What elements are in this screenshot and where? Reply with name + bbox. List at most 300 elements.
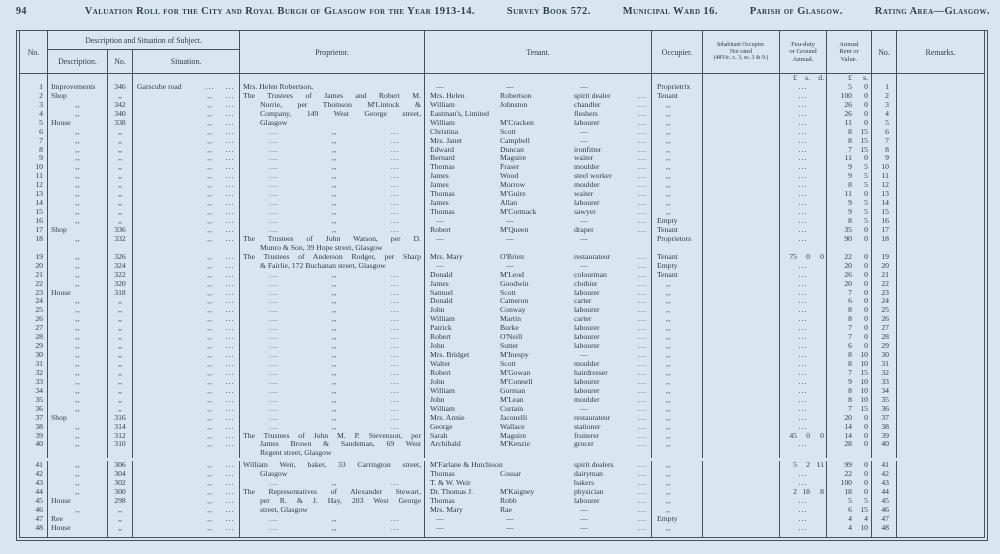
tenant-forename: Bernard [430, 154, 455, 163]
cell-tenant [424, 217, 651, 226]
cell-tenant [424, 515, 651, 524]
cell-remarks [896, 226, 984, 235]
tenant-occupation: labourer [574, 118, 600, 127]
rent-pounds: 22 [844, 470, 852, 479]
cell-inhabitant-occupier [702, 423, 779, 432]
cell-remarks [896, 387, 984, 396]
tenant-surname: — [506, 234, 514, 243]
tenant-forename [425, 533, 500, 537]
feu-pence: 11 [816, 461, 824, 470]
feu-dots: ... [798, 270, 808, 279]
cell-feu-duty [779, 396, 826, 405]
cell-description: ,, [47, 137, 107, 146]
situation-text [133, 280, 199, 289]
cell-proprietor [239, 432, 424, 441]
cell-inhabitant-occupier [702, 137, 779, 146]
tenant-surname: — [506, 261, 514, 270]
cell-no: 34 [35, 386, 43, 395]
situation-dots: ... [225, 506, 235, 514]
rent-shillings: 0 [864, 470, 868, 479]
cell-no: 8 [39, 145, 43, 154]
cell-house-no: 304 [107, 470, 132, 479]
cell-proprietor [239, 83, 424, 92]
cell-inhabitant-occupier [702, 432, 779, 441]
cell-tenant [424, 461, 651, 470]
cell-description [47, 74, 107, 83]
cell-feu-duty [779, 190, 826, 199]
tenant-dots: ... [638, 413, 647, 422]
tenant-dots: ... [638, 377, 647, 386]
proprietor-dots: ... [390, 217, 400, 225]
cell-tenant [424, 146, 651, 155]
cell-occupier [651, 533, 702, 537]
rent-pounds: 8 [848, 306, 852, 315]
cell-remarks [896, 533, 984, 537]
cell-no: 19 [35, 252, 43, 261]
rent-shillings: 10 [860, 386, 868, 395]
cell-tenant [424, 262, 651, 271]
cell-remarks [896, 244, 984, 253]
proprietor-dots: ... [390, 270, 400, 279]
cell-feu-duty [779, 128, 826, 137]
cell-feu-duty [779, 515, 826, 524]
tenant-surname: M'Guire [500, 190, 526, 199]
table-row [20, 92, 984, 101]
cell-description: ,, [47, 253, 107, 262]
cell-inhabitant-occupier [702, 506, 779, 515]
proprietor-dots: ... [390, 514, 400, 523]
cell-description: ,, [47, 181, 107, 190]
tenant-surname: M'Connell [500, 377, 533, 386]
cell-feu-duty [779, 253, 826, 262]
tenant-occupation [574, 244, 638, 253]
situation-text [133, 297, 199, 306]
cell-feu-duty [779, 387, 826, 396]
cell-occupier [651, 449, 702, 458]
cell-tenant [424, 315, 651, 324]
situation-dots: ... [225, 324, 235, 333]
cell-description: ,, [47, 306, 107, 315]
cell-house-no: 298 [107, 497, 132, 506]
cell-house-no: ,, [107, 387, 132, 396]
proprietor-dots: ... [269, 324, 279, 333]
tenant-forename: William [430, 118, 455, 127]
cell-no2: 25 [871, 306, 896, 315]
proprietor-ditto: ,, [332, 297, 337, 306]
table-row [20, 289, 984, 298]
rent-pounds: 14 [844, 431, 852, 440]
tenant-occupation: labourer [574, 333, 600, 342]
feu-dots: ... [798, 386, 808, 395]
cell-occupier: ,, [651, 396, 702, 405]
situation-text [133, 154, 199, 163]
table-row [20, 506, 984, 515]
tenant-forename: Archibald [430, 440, 461, 449]
situation-text [133, 423, 199, 432]
table-row [20, 146, 984, 155]
cell-situation [132, 235, 239, 244]
cell-feu-duty [779, 146, 826, 155]
tenant-forename [425, 244, 500, 253]
cell-house-no: ,, [107, 154, 132, 163]
tenant-forename: John [430, 395, 445, 404]
table-row [20, 199, 984, 208]
situation-dots: ... [225, 368, 235, 377]
cell-no: 46 [35, 506, 43, 514]
situation-ditto: ,, [207, 306, 213, 315]
proprietor-dots: ... [269, 315, 279, 324]
cell-description: ,, [47, 470, 107, 479]
cell-inhabitant-occupier [702, 342, 779, 351]
situation-ditto: ,, [207, 91, 213, 100]
cell-no: 41 [35, 461, 43, 470]
cell-situation [132, 423, 239, 432]
cell-rent [826, 297, 871, 306]
situation-text [133, 92, 199, 101]
cell-occupier: ,, [651, 524, 702, 533]
rent-shillings: 0 [864, 342, 868, 351]
cell-description: ,, [47, 217, 107, 226]
situation-text [133, 387, 199, 396]
tenant-occupation: chandler [574, 100, 601, 109]
tenant-forename: Mrs. Janet [430, 136, 463, 145]
table-row [20, 461, 984, 470]
tenant-dots [638, 244, 651, 253]
cell-rent [826, 244, 871, 253]
cell-inhabitant-occupier [702, 515, 779, 524]
tenant-surname: — [506, 82, 514, 91]
cell-inhabitant-occupier [702, 83, 779, 92]
cell-inhabitant-occupier [702, 181, 779, 190]
cell-description: Improvements [47, 83, 107, 92]
cell-house-no: ,, [107, 306, 132, 315]
feu-dots: ... [798, 154, 808, 163]
situation-ditto: ,, [207, 386, 213, 395]
situation-text [133, 244, 199, 253]
cell-tenant [424, 226, 651, 235]
tenant-occupation: moulder [574, 360, 600, 368]
cell-description: Shop [47, 414, 107, 423]
cell-tenant [424, 280, 651, 289]
cell-no2: 8 [871, 146, 896, 155]
rent-pounds: 5 [848, 82, 852, 91]
tenant-surname: Sutter [500, 342, 519, 351]
feu-dots: ... [798, 91, 808, 100]
proprietor-ditto: ,, [332, 199, 337, 208]
cell-tenant [424, 432, 651, 441]
cell-inhabitant-occupier [702, 146, 779, 155]
tenant-dots: ... [638, 431, 647, 440]
rent-shillings: 0 [864, 413, 868, 422]
cell-remarks [896, 83, 984, 92]
cell-no2: 44 [871, 488, 896, 497]
cell-occupier: ,, [651, 137, 702, 146]
cell-house-no: 314 [107, 423, 132, 432]
rent-shillings: 15 [860, 136, 868, 145]
cell-description: ,, [47, 163, 107, 172]
cell-feu-duty [779, 432, 826, 441]
proprietor-ditto: ,, [332, 163, 337, 172]
proprietor-ditto: ,, [332, 333, 337, 342]
rent-pounds: 100 [840, 91, 852, 100]
table-row [20, 217, 984, 226]
situation-dots: ... [225, 431, 235, 440]
proprietor-dots: ... [269, 306, 279, 315]
cell-inhabitant-occupier [702, 396, 779, 405]
situation-dots: ... [225, 145, 235, 154]
situation-text [133, 515, 199, 524]
tenant-forename: James [430, 181, 449, 190]
situation-text [133, 369, 199, 378]
situation-dots: ... [225, 127, 235, 136]
cell-remarks [896, 297, 984, 306]
table-row [20, 351, 984, 360]
cell-no: 18 [35, 234, 43, 243]
proprietor-ditto: ,, [332, 315, 337, 324]
proprietor-dots: ... [269, 145, 279, 154]
proprietor-dots: ... [390, 479, 400, 488]
cell-tenant [424, 271, 651, 280]
table-row [20, 137, 984, 146]
cell-rent [826, 217, 871, 226]
tenant-surname: Duncan [500, 145, 524, 154]
cell-no: 4 [39, 109, 43, 118]
cell-tenant [424, 360, 651, 369]
cell-rent [826, 154, 871, 163]
tenant-dots: ... [638, 404, 647, 413]
proprietor-ditto: ,, [332, 288, 337, 297]
cell-no2 [871, 244, 896, 253]
situation-ditto: ,, [207, 377, 213, 386]
cell-situation [132, 262, 239, 271]
tenant-dots: ... [638, 190, 647, 199]
cell-remarks [896, 271, 984, 280]
cell-house-no [107, 244, 132, 253]
situation-text [133, 506, 199, 515]
cell-proprietor [239, 506, 424, 515]
cell-occupier: ,, [651, 190, 702, 199]
table-row [20, 181, 984, 190]
situation-text [133, 253, 199, 262]
situation-ditto: ,, [207, 324, 213, 333]
proprietor-dots: ... [269, 404, 279, 413]
cell-no2: 28 [871, 333, 896, 342]
tenant-forename: William [430, 100, 455, 109]
cell-tenant [424, 154, 651, 163]
situation-text [133, 333, 199, 342]
tenant-dots: ... [638, 279, 647, 288]
feu-dots: ... [798, 440, 808, 449]
cell-inhabitant-occupier [702, 533, 779, 537]
cell-inhabitant-occupier [702, 217, 779, 226]
cell-situation [132, 244, 239, 253]
situation-text [133, 110, 199, 119]
cell-no2: 29 [871, 342, 896, 351]
cell-rent [826, 524, 871, 533]
situation-dots: ... [225, 217, 235, 225]
rent-pounds: 4 [848, 523, 852, 532]
tenant-forename: — [436, 82, 444, 91]
cell-house-no: ,, [107, 333, 132, 342]
proprietor-dots: ... [390, 199, 400, 208]
cell-tenant [424, 333, 651, 342]
rent-pounds: 99 [844, 461, 852, 470]
cell-description: ,, [47, 154, 107, 163]
rent-shillings: 0 [864, 261, 868, 270]
cell-rent [826, 360, 871, 369]
feu-dots: ... [798, 497, 808, 506]
tenant-dots: ... [638, 225, 647, 234]
cell-description: ,, [47, 387, 107, 396]
cell-feu-duty [779, 154, 826, 163]
rent-pounds [827, 449, 852, 458]
cell-proprietor [239, 470, 424, 479]
cell-remarks [896, 163, 984, 172]
cell-situation [132, 315, 239, 324]
situation-ditto: ,, [207, 181, 213, 190]
situation-text [133, 470, 199, 479]
cell-remarks [896, 378, 984, 387]
cell-house-no: ,, [107, 515, 132, 524]
rent-pounds: 9 [848, 208, 852, 217]
tenant-occupation: draper [574, 225, 594, 234]
cell-occupier: ,, [651, 315, 702, 324]
situation-text [133, 119, 199, 128]
cell-no: 28 [35, 333, 43, 342]
cell-occupier: ,, [651, 181, 702, 190]
tenant-forename [425, 74, 500, 83]
cell-feu-duty [779, 378, 826, 387]
feu-dots: ... [798, 514, 808, 523]
cell-house-no: 338 [107, 119, 132, 128]
cell-no2: 41 [871, 461, 896, 470]
cell-remarks [896, 440, 984, 449]
situation-ditto: ,, [207, 470, 213, 479]
cell-house-no: ,, [107, 172, 132, 181]
rent-shillings: 0 [864, 333, 868, 342]
proprietor-ditto: ,, [332, 225, 337, 234]
cell-description [47, 244, 107, 253]
tenant-forename: M'Farlane & Hutchison [430, 461, 503, 470]
cell-no: 21 [35, 270, 43, 279]
situation-dots: ... [225, 377, 235, 386]
cell-description: ,, [47, 479, 107, 488]
cell-situation [132, 387, 239, 396]
cell-no2 [871, 533, 896, 537]
tenant-dots: ... [638, 479, 647, 488]
cell-rent [826, 181, 871, 190]
cell-proprietor [239, 101, 424, 110]
cell-inhabitant-occupier [702, 128, 779, 137]
cell-remarks [896, 101, 984, 110]
cell-situation [132, 449, 239, 458]
situation-ditto: ,, [207, 431, 213, 440]
proprietor-dots: ... [390, 360, 400, 368]
feu-dots: ... [798, 199, 808, 208]
cell-feu-duty [779, 235, 826, 244]
cell-rent [826, 497, 871, 506]
table-row [20, 360, 984, 369]
cell-proprietor [239, 333, 424, 342]
cell-proprietor [239, 199, 424, 208]
cell-house-no: ,, [107, 137, 132, 146]
cell-rent [826, 506, 871, 515]
tenant-dots: ... [638, 315, 647, 324]
cell-inhabitant-occupier [702, 479, 779, 488]
proprietor-ditto: ,, [332, 270, 337, 279]
cell-remarks [896, 497, 984, 506]
cell-no: 17 [35, 225, 43, 234]
feu-dots: ... [798, 127, 808, 136]
cell-description: ,, [47, 208, 107, 217]
cell-tenant [424, 414, 651, 423]
rent-shillings: 10 [860, 360, 868, 368]
cell-occupier [651, 244, 702, 253]
situation-ditto: ,, [207, 252, 213, 261]
proprietor-dots: ... [390, 127, 400, 136]
cell-no: 15 [35, 208, 43, 217]
feu-dots: ... [798, 395, 808, 404]
tenant-surname: M'Lean [500, 395, 524, 404]
rent-pounds: 9 [848, 172, 852, 181]
proprietor-dots: ... [269, 377, 279, 386]
cell-proprietor [239, 244, 424, 253]
proprietor-ditto: ,, [332, 190, 337, 199]
cell-rent [826, 137, 871, 146]
rent-shillings: 5 [864, 208, 868, 217]
cell-proprietor [239, 217, 424, 226]
feu-shillings: 0 [806, 252, 810, 261]
tenant-occupation: labourer [574, 377, 600, 386]
situation-dots [221, 244, 239, 253]
rent-shillings: 0 [864, 461, 868, 470]
cell-rent [826, 289, 871, 298]
cell-rent [826, 119, 871, 128]
cell-rent [826, 470, 871, 479]
cell-tenant [424, 470, 651, 479]
cell-situation [132, 280, 239, 289]
situation-dots: ... [225, 440, 235, 449]
cell-feu-duty [779, 208, 826, 217]
tenant-occupation: — [580, 351, 588, 360]
situation-text [133, 378, 199, 387]
cell-house-no: 326 [107, 253, 132, 262]
tenant-surname: M'Cracken [500, 118, 534, 127]
rent-shillings: 0 [864, 422, 868, 431]
cell-inhabitant-occupier [702, 297, 779, 306]
situation-text [133, 488, 199, 497]
cell-rent [826, 387, 871, 396]
cell-proprietor [239, 154, 424, 163]
tenant-forename: James [430, 172, 449, 181]
cell-remarks [896, 306, 984, 315]
tenant-dots: ... [638, 514, 647, 523]
cell-description: ,, [47, 423, 107, 432]
proprietor-dots: ... [269, 136, 279, 145]
cell-rent [826, 405, 871, 414]
cell-occupier: ,, [651, 423, 702, 432]
cell-proprietor [239, 280, 424, 289]
cell-no2: 27 [871, 324, 896, 333]
tenant-occupation: labourer [574, 342, 600, 351]
cell-rent [826, 92, 871, 101]
situation-ditto: ,, [207, 297, 213, 306]
situation-ditto: ,, [207, 523, 213, 532]
cell-situation [132, 119, 239, 128]
situation-ditto: ,, [207, 288, 213, 297]
tenant-forename: — [436, 234, 444, 243]
page-number: 94 [16, 6, 27, 17]
